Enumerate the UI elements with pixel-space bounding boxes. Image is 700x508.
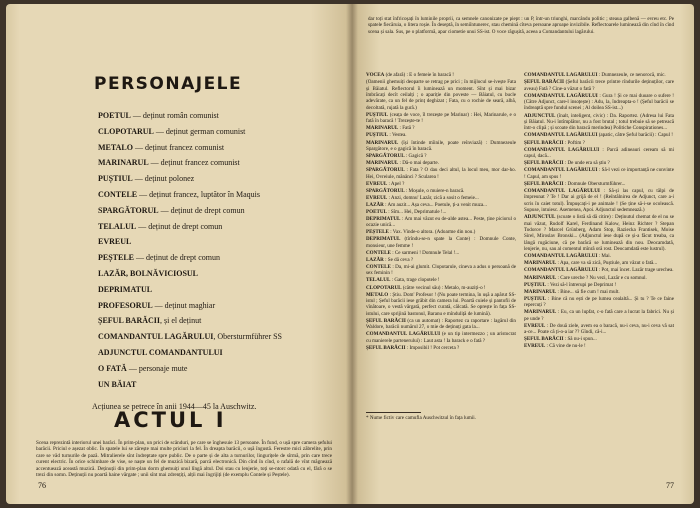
cast-name: DEPRIMATUL — [98, 284, 153, 294]
dialogue-line — [366, 112, 516, 125]
speaker-name: VOCEA — [366, 72, 385, 78]
cast-role: — deținut francez, luptător în Maquis — [137, 189, 260, 199]
speaker-name: EVREUL — [524, 343, 546, 350]
dialogue-text: (tîrîndu-se-n spate la Conte) : Domnule Conte, monsieur, une femme ! — [366, 236, 516, 249]
speaker-name: ȘEFUL BARĂCII — [524, 180, 564, 187]
dialogue-text: : Vezi să-l întrerupi pe Deprimat ! — [546, 281, 617, 288]
cast-role: — deținut francez comunist — [148, 158, 240, 168]
dialogue-text: : Dumnezeule, ce nenorocă, mic. — [597, 72, 666, 78]
speaker-name: COMANDANTUL LAGĂRULUI — [524, 167, 598, 174]
dialogue-line — [366, 125, 516, 131]
speaker-name: PUȘTIUL — [366, 111, 389, 118]
dialogue-line — [524, 132, 674, 138]
dialogue-line — [366, 72, 516, 78]
dialogue-text: : Bine că nu ești de pe lumea cealaltă... Și tu ? Te ce faine repercuți ? — [524, 295, 674, 309]
cast-name: MARINARUL — [98, 158, 149, 168]
cast-role: — deținut german comunist — [153, 126, 246, 136]
cast-name: POETUL — [98, 111, 131, 120]
speaker-name: SPARGĂTORUL — [366, 187, 405, 194]
dialogue-text: : Gura ! Și ce mai duoare o sufere ! (Către Adjunct, care-l insoțește) : Adu, la, îndreapta-o ! (Șeful barăcii se îndreaptă spre fundul scenei ; Al doilea SS-ist...) — [524, 92, 674, 112]
cast-name: PEȘTELE — [98, 253, 135, 263]
open-book — [6, 4, 694, 504]
dialogue-text: : Să nu-i spun... — [563, 336, 597, 343]
dialogue-line — [366, 257, 516, 263]
cast-item — [98, 155, 338, 171]
dialogue-text: (Șeful barăcii trece printre rîndurile deținuților, care aveau) Fată ? Cine-a văzut o fată ? — [524, 79, 674, 92]
act-title: ACTUL I — [114, 408, 227, 432]
dialogue-text: (de afară) : E o femeie în baracă ! — [384, 72, 455, 78]
dialogue-text: : Dă-o mai departe. — [398, 160, 439, 167]
dialogue-line — [366, 181, 516, 187]
dialogue-text: (ceața de voce, îl trezește pe Marinar) : Hei, Marinarule, e o fată în baracă ! Trezește-te ! — [366, 111, 516, 125]
speaker-name: ȘEFUL BARĂCII — [524, 160, 564, 167]
dialogue-text: : Am auzit... Așa ceva... Poetule, ți-a venit muza... — [383, 201, 487, 208]
speaker-name: COMANDANTUL LAGĂRULUI — [524, 132, 598, 139]
dialogue-line — [524, 167, 674, 180]
dialogue-text: : Fata ? O dau deci altul, la locul meu, mor dar-ho. Hei, Ovreiule, mănânci ? Scularea ! — [366, 167, 516, 180]
cast-role: , Obersturmführer SS — [213, 332, 282, 342]
dialogue-line — [366, 202, 516, 208]
cast-name: TELALUL — [98, 221, 137, 231]
dialogue-text: (ca un automat) : Raportez ca raportare : lagărul din Waldore, barăcii numărul 27, o mie de deținuți gata la... — [366, 317, 516, 331]
cast-item — [98, 108, 338, 124]
speaker-name: EVREUL — [366, 194, 388, 201]
cast-name: COMANDANTUL LAGĂRULUI — [98, 332, 214, 342]
dialogue-line — [524, 93, 674, 112]
cast-name: CLOPOTARUL — [98, 126, 154, 136]
cast-name: ȘEFUL BARĂCII — [98, 316, 161, 326]
cast-role: — deținut de drept comun — [158, 205, 245, 215]
speaker-name: ADJUNCTUL — [524, 112, 556, 119]
dialogue-text: : Imposibil ! Pot cerceta ? — [405, 344, 460, 351]
dialogue-text: : Da, mi-ai glumit. Clopotarule, cineva a adus o persoană de sex feminin ! — [366, 263, 516, 277]
speaker-name: MARINARUL — [524, 309, 557, 316]
dialogue-line — [366, 277, 516, 283]
speaker-name: CONTELE — [366, 249, 391, 256]
dialogue-text: : Să-l vezi ce importanță ne convinte ! Capul, am spus ! — [524, 167, 674, 180]
dialogue-text: : Pot, mai încet. Lazăr trage urechea. — [597, 267, 674, 274]
dialogue-line — [366, 79, 516, 111]
speaker-name: COMANDANTUL LAGĂRULUI — [524, 92, 598, 99]
cast-item — [98, 266, 338, 282]
stage-direction-top: dar toți stat înfricoșați în luminile proprii, ca semnele canonizate pe piept : un P, într-un triunghi, marcându politic ; steaua galbenă — evreu etc. Pe spatele fiecăruia, o litera roșie. În deseptă, în semiîntunerec, stau chemină cîteva persoane aproape invizibile. Reflectoarele luminează din cînd în cînd scena și sala. Sus, pe o platformă, apar ciometie unui SS-ist. O voce răgușită, aceea a Comandantului lagărului. — [368, 16, 674, 35]
speaker-name: CONTELE — [366, 263, 391, 270]
dialogue-line — [524, 79, 674, 92]
dialogue-text: (Oamenii ghemuiți deoparte se retrag pe prici ; în mijlocul se-ivește Fata și Băiatul. Reflectorul îi luminează un moment. Sînt și mai bizar îmbrăcați decît ceilalți ; o aparițíe din poveste — Băiatul, cu bucle adevărate, ca un fel de prinț deghizat ; Fata, cu o rochie de seară, albă, decoltată, rujată la gură.) — [366, 79, 516, 111]
cast-item — [98, 140, 338, 156]
dialogue-line — [366, 140, 516, 153]
dialogue-line — [366, 292, 516, 318]
speaker-name: PUȘTIUL — [524, 281, 547, 288]
right-page — [352, 4, 694, 504]
dialogue-line — [524, 181, 674, 187]
cast-item — [98, 203, 338, 219]
cast-role: — deținut de drept comun — [136, 221, 223, 231]
dialogue-text: (apatic, către Șeful barăcii) : Capul ! — [597, 132, 673, 139]
dialogue-text: : De unde era să știu ? — [563, 160, 610, 167]
book-spine — [346, 4, 358, 504]
cast-item — [98, 187, 338, 203]
dialogue-text: : Știu. Dom' Profesor ! (Nu poate termina, în ușă a apărut SS-istul ; Șeful barăcii iese grăbit din camera lui. Poartă cuiele și pantofii de vînătoare, o vestă vărgată, perfect curată, călcată. Se oprește în fața SS-istului, care sprijină bastonul, Baranu e mînduliță de lumină). — [366, 291, 516, 317]
dialogue-line — [524, 147, 674, 160]
stage-description: Scena reprezintă interiorul unei barăci. În prim-plan, un prici de scânduri, pe care se înghesuie 13 persoane. În fund, o ușă spre camera șefului barăcii. Priciul e așezat oblic. În spatele lui se zărește mai multe priciuri la fel. În dreapta barăcii, o ușă îngustă. Ferestre mici zăbrelite, prin care se văd turnurile de pază. Mitralierele sînt îndreptate spre public. De o parte și de alta a turnurilor, lingurițele de sîrmă, prin care trece curent electric. În orice schimbare de vise, se naște un fel de muzică bizară, parcă electronică. Din cînd în cînd, o rafală de vînt măgnează accentuează această muzică. Deținuții din prim-plan dorm ghemuiți unul lîngă altul. Doi stau cu lenjerie, toți se-ntorc odată cu el, fără o se trezi din somn. Deținuții nu poartă haine vărgate ; unii sînt mai zdrențiți, alții mai îngrijiți (de exemplu Contele și Peștele). — [36, 440, 332, 479]
cast-role: , și el deținut — [160, 316, 202, 326]
cast-item — [98, 298, 338, 314]
dialogue-text: : Ce sarmeni ! Domnule Telal !... — [390, 249, 460, 256]
speaker-name: MARINARUL — [524, 288, 557, 295]
dialogue-text: : Se dă ceva ? — [383, 256, 414, 263]
speaker-name: METALO — [366, 291, 389, 298]
dialogue-line — [366, 264, 516, 277]
cast-name: CONTELE — [98, 189, 138, 199]
dialogue-line — [366, 250, 516, 256]
footnote-divider — [366, 412, 421, 413]
speaker-name: POETUL — [366, 208, 387, 215]
speaker-name: LAZĂR — [366, 201, 384, 208]
cast-role: — deținut maghiar — [152, 300, 216, 310]
dialogue-line — [366, 229, 516, 235]
dialogue-text: (scoate o listă să dă citire) : Deținutul chemat de el nu se mai văzut, Rudolf Karel, Ferdinand Kalow, Heinz Richter ? Stepan Todorov ? Marcel Grünberg, Adam Stop, Raziecka Frantisek, Moise Sirel, Miroslav Bronski... (Adjunctul iese după ce și-a făcut treaba, ca lângă rugăciune, că pe barăcă se luminează din nou. Deocamdată, lenjerie, nu, sau al comentul mînră oră rost. Deocamdată este lustrul). — [524, 214, 674, 253]
cast-name: O FATĂ — [98, 363, 127, 373]
speaker-name: ȘEFUL BARĂCII — [524, 139, 564, 146]
cast-name: SPARGĂTORUL — [98, 205, 159, 215]
dialogue-line — [366, 132, 516, 138]
cast-name: LAZĂR, BOLNĂVICIOSUL — [98, 268, 199, 278]
dialogue-line — [366, 285, 516, 291]
dialogue-line — [366, 153, 516, 159]
cast-name: PUȘTIUL — [98, 174, 133, 184]
dialogue-text: : Eu, ca un lupfat, c-o fată care a lucrat la fabrici. Nu și pe unde ? — [524, 309, 674, 322]
setting-note: Acțiunea se petrece în anii 1944—45 la Auschwitz. — [92, 402, 257, 411]
speaker-name: ȘEFUL BARĂCII — [524, 79, 564, 86]
cast-name: METALO — [98, 142, 133, 152]
dialogue-text: : Domnule Obersturmführer... — [563, 180, 626, 187]
dialogue-text: (își întinde mîinile, poate reînviază) : Dumnezeule Spargătore, e o gagică în baracă. — [366, 139, 516, 152]
speaker-name: MARINARUL — [366, 160, 399, 167]
dialogue-text: (înalt, inteligent, civic) : Da. Raportez. (Adresa lui Fata și Băiatul. Nu-i întîmplător, nu a fost brutal ; totul trebuie să se petreacă într-o clipă ; și scoate din baracă merindea) Politiche Conspirationes... — [524, 112, 674, 132]
dialogue-line — [366, 318, 516, 331]
dialogue-text: : Bine... să fie cum ! mai mult. — [556, 288, 620, 295]
cast-item — [98, 250, 338, 266]
dialogue-text: : Poftim ? — [563, 139, 585, 146]
cast-role: — deținut de drept comun — [134, 253, 220, 263]
footnote: * Nume fictiv care camufla Auschwitzul în fața lumii. — [366, 415, 476, 421]
speaker-name: TELALUL — [366, 277, 391, 284]
dialogue-line — [524, 113, 674, 132]
cast-role: — deținut polonez — [132, 174, 195, 184]
speaker-name: EVREUL — [366, 180, 388, 187]
dialogue-column-right — [524, 72, 674, 504]
dialogue-text: : Parcă adineauri ceream să mi capul, dacă... — [524, 146, 674, 159]
dialogue-line — [524, 282, 674, 288]
speaker-name: MARINARUL — [524, 274, 557, 281]
speaker-name: DEPRIMATUL — [366, 236, 401, 243]
cast-item — [98, 124, 338, 140]
page-number-left: 76 — [38, 481, 46, 490]
dialogue-text: : Gata, trage clopotele ! — [390, 277, 440, 284]
cast-role: — deținut francez comunist — [132, 142, 225, 152]
speaker-name: PUȘTIUL — [524, 295, 547, 302]
speaker-name: MARINARUL — [366, 139, 399, 146]
cast-name: EVREUL — [98, 237, 132, 247]
dialogue-text: : Apel ? — [387, 180, 405, 187]
dialogue-text: : Anzi, domnu' Lazăr, zică a sosit o femeie... — [387, 194, 479, 201]
dialogue-line — [524, 260, 674, 266]
speaker-name: ȘEFUL BARĂCII — [366, 344, 406, 351]
speaker-name: MARINARUL — [366, 125, 399, 132]
dialogue-line — [366, 345, 516, 351]
cast-item — [98, 234, 338, 250]
dialogue-line — [524, 140, 674, 146]
dialogue-line — [366, 160, 516, 166]
speaker-name: ADJUNCTUL — [524, 214, 556, 221]
dialogue-line — [524, 309, 674, 322]
cast-item — [98, 282, 338, 298]
dialogue-text: : Vax. Vinde-o altora. (Adoarme din nou.) — [388, 229, 476, 236]
speaker-name: COMANDANTUL LAGĂRULUI — [524, 253, 598, 260]
speaker-name: PEȘTELE — [366, 229, 389, 236]
dialogue-line — [524, 343, 674, 349]
dialogue-text: (către vecinul său) : Metalo, m-auziți-o ! — [401, 284, 486, 291]
dialogue-line — [524, 323, 674, 336]
dialogue-text: : Fată ? — [398, 125, 415, 132]
cast-item — [98, 171, 338, 187]
dialogue-text: : Sîm... Hei, Deprimatule !... — [386, 208, 447, 215]
cast-item — [98, 345, 338, 361]
cast-name: UN BĂIAT — [98, 379, 137, 389]
speaker-name: COMANDANTUL LAGĂRULUI — [524, 187, 600, 194]
dialogue-text: : Mai. — [597, 253, 611, 260]
cast-name: PROFESORUL — [98, 300, 153, 310]
dialogue-line — [524, 275, 674, 281]
speaker-name: DEPRIMATUL — [366, 215, 401, 222]
dialogue-line — [524, 188, 674, 214]
dialogue-line — [524, 267, 674, 273]
dialogue-line — [524, 160, 674, 166]
cast-list — [98, 108, 338, 392]
dialogue-line — [366, 216, 516, 229]
left-page — [6, 4, 352, 504]
dialogue-text: : Care ureche ? Nu vezi, Lazăr e cu somnul. — [556, 274, 647, 281]
cast-item — [98, 219, 338, 235]
dialogue-line — [366, 167, 516, 180]
speaker-name: PUȘTIUL — [366, 132, 389, 139]
dialogue-text: : Moșule, o muiere-n baracă. — [404, 187, 465, 194]
dialogue-column-left — [366, 72, 516, 410]
dialogue-text: : De două ziele, avem ea o baracă, nu-i ceva, nu-i ceva vă sat a-ce... Poate că ți-o-a iar ?? Gîndi, că-i... — [524, 322, 674, 336]
cast-item — [98, 361, 338, 377]
dialogue-text: : Apa, care va să zică, Puștiule, am văzut o fată... — [556, 260, 658, 267]
cast-item — [98, 329, 338, 345]
dialogue-text: : Gagică ? — [404, 153, 427, 159]
dialogue-text: : Am mai văzut eu de-alde astea... Peste, ține piciorul o ocazie unică... — [366, 215, 516, 229]
speaker-name: SPARGĂTORUL — [366, 167, 405, 174]
dialogue-line — [524, 296, 674, 309]
dialogue-line — [366, 331, 516, 344]
speaker-name: COMANDANTUL LAGĂRULUI — [366, 331, 441, 338]
dialogue-text: (e un tip intermezzo ; un aristocrat cu manierele partenerului) : Laut asta ! Ia barack e o fată ? — [366, 331, 516, 344]
dialogue-text: : Vestea. — [388, 132, 407, 139]
dialogue-line — [366, 236, 516, 249]
dialogue-line — [524, 289, 674, 295]
dialogue-line — [524, 336, 674, 342]
dialogue-line — [524, 214, 674, 253]
speaker-name: SPARGĂTORUL — [366, 153, 405, 159]
cast-role: — deținut român comunist — [130, 111, 219, 120]
dialogue-line — [524, 72, 674, 78]
dialogue-text: : Să-și las capul, cu tălpi de împreunat ? Te ! Dar ai grijă de el ! (Reîntâlnirea de Adjunct, care a-i scris în caiet totul). Împușcați-i pe animale ! (Se ține să-i-se ocolească. Supuse, intuiesc. Asemenea, Apoi. Adjunctul sedemnează.) — [524, 187, 674, 213]
speaker-name: CLOPOTARUL — [366, 284, 402, 291]
speaker-name: EVREUL — [524, 322, 546, 329]
speaker-name: COMANDANTUL LAGĂRULUI — [524, 146, 600, 153]
speaker-name: COMANDANTUL LAGĂRULUI — [524, 72, 598, 78]
cast-role: — personaje mute — [126, 363, 188, 373]
speaker-name: MARINARUL — [524, 260, 557, 267]
speaker-name: ȘEFUL BARĂCII — [524, 336, 564, 343]
page-number-right: 77 — [666, 481, 674, 490]
cast-name: ADJUNCTUL COMANDANTULUI — [98, 347, 223, 357]
cast-title: PERSONAJELE — [94, 74, 243, 94]
speaker-name: COMANDANTUL LAGĂRULUI — [524, 267, 598, 274]
dialogue-line — [366, 195, 516, 201]
speaker-name: ȘEFUL BARĂCII — [366, 317, 406, 324]
dialogue-text: : Că vine de nu-le ! — [545, 343, 586, 350]
speaker-name: LAZĂR — [366, 256, 384, 263]
dialogue-line — [366, 188, 516, 194]
dialogue-line — [524, 253, 674, 259]
cast-item — [98, 377, 338, 393]
cast-item — [98, 313, 338, 329]
dialogue-line — [366, 209, 516, 215]
